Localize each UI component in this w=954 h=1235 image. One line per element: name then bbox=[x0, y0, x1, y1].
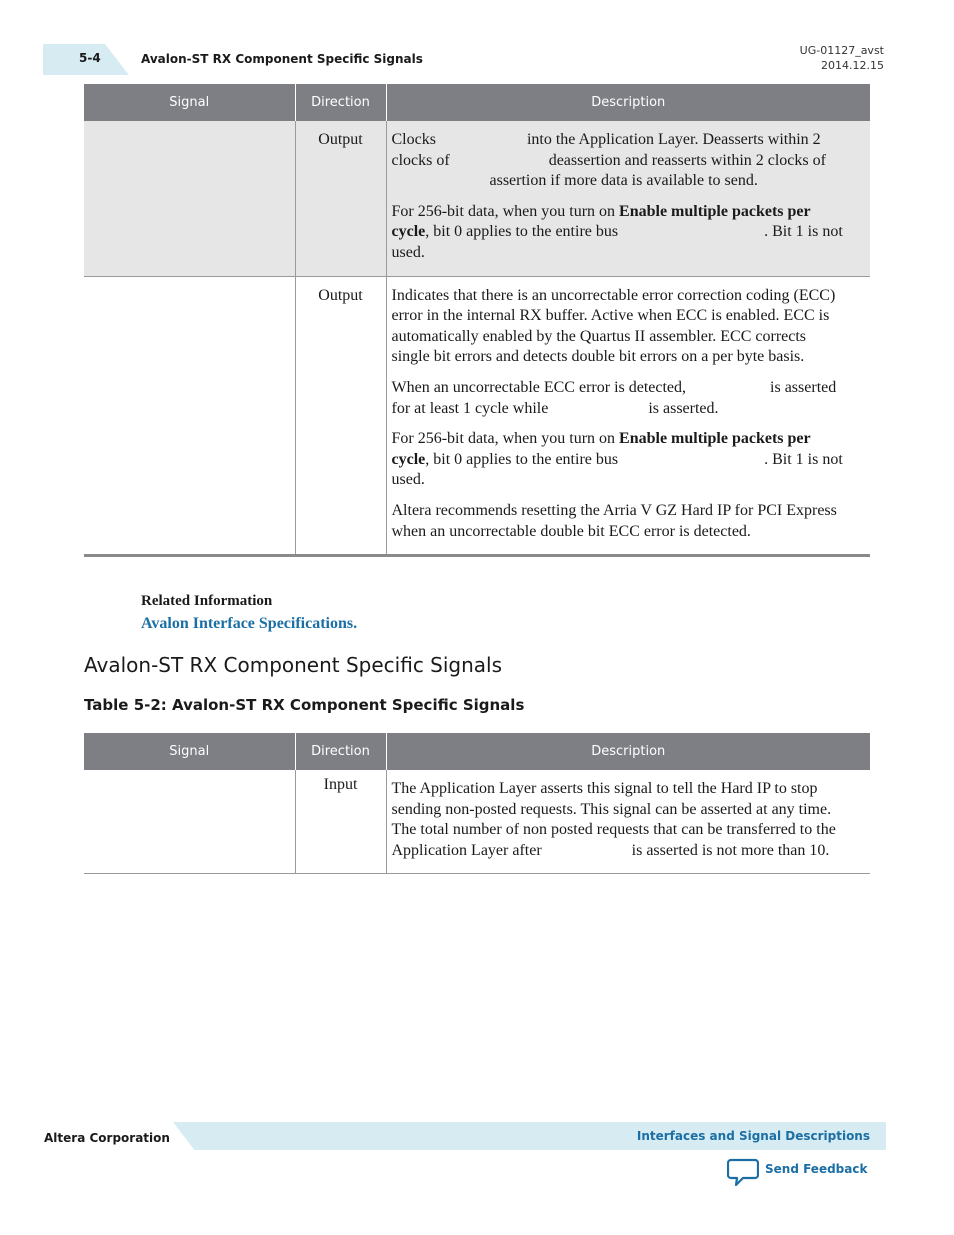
direction-cell: Input bbox=[295, 770, 386, 874]
column-header-signal: Signal bbox=[84, 733, 295, 770]
direction-cell: Output bbox=[295, 121, 386, 276]
description-paragraph: Altera recommends resetting the Arria V GZ Hard IP for PCI Express when an uncorrectable double bit ECC error is detected. bbox=[391, 501, 837, 540]
send-feedback-label: Send Feedback bbox=[765, 1162, 868, 1176]
table-row bbox=[84, 770, 870, 874]
running-section-title: Avalon-ST RX Component Specific Signals bbox=[141, 52, 423, 66]
doc-date: 2014.12.15 bbox=[821, 59, 884, 72]
column-header-direction: Direction bbox=[295, 733, 386, 770]
direction-cell: Output bbox=[295, 276, 386, 556]
description-paragraph: The Application Layer asserts this signal to tell the Hard IP to stop sending non-posted requests. This signal can be asserted at any time. The total number of non posted requests that can be transferred to the Application Layer after is asserted is not more than 10. bbox=[391, 780, 836, 859]
description-cell bbox=[386, 121, 870, 276]
page-number: 5-4 bbox=[79, 51, 101, 65]
column-header-signal: Signal bbox=[84, 84, 295, 121]
table-header-row bbox=[84, 84, 870, 121]
column-header-description: Description bbox=[386, 84, 870, 121]
column-header-direction: Direction bbox=[295, 84, 386, 121]
signal-cell bbox=[84, 276, 295, 556]
description-paragraph: When an uncorrectable ECC error is detected, is asserted for at least 1 cycle while is asserted. bbox=[391, 378, 837, 417]
doc-info bbox=[800, 43, 884, 73]
avalon-interface-spec-link[interactable]: Avalon Interface Specifications. bbox=[141, 615, 358, 632]
description-paragraph: For 256-bit data, when you turn on Enable multiple packets per cycle, bit 0 applies to the entire bus . Bit 1 is not used. bbox=[391, 202, 843, 261]
signal-cell bbox=[84, 121, 295, 276]
table-caption: Table 5-2: Avalon-ST RX Component Specific Signals bbox=[84, 696, 525, 714]
rx-component-signals-table bbox=[84, 733, 870, 874]
description-cell bbox=[386, 276, 870, 556]
description-paragraph: Clocks into the Application Layer. Deasserts within 2 clocks of deassertion and reasserts within 2 clocks ofassertion if more data is available to send. bbox=[391, 131, 826, 190]
description-cell bbox=[386, 770, 870, 874]
signals-table-continued bbox=[84, 84, 870, 557]
section-heading: Avalon-ST RX Component Specific Signals bbox=[84, 653, 503, 677]
speech-bubble-icon bbox=[727, 1158, 759, 1186]
doc-id: UG-01127_avst bbox=[799, 44, 884, 57]
table-row bbox=[84, 276, 870, 556]
signal-cell bbox=[84, 770, 295, 874]
description-paragraph: For 256-bit data, when you turn on Enable multiple packets per cycle, bit 0 applies to the entire bus . Bit 1 is not used. bbox=[391, 430, 843, 489]
table-header-row bbox=[84, 733, 870, 770]
description-paragraph: Indicates that there is an uncorrectable error correction coding (ECC) error in the internal RX buffer. Active when ECC is enabled. ECC is automatically enabled by the Quartus II assembler. ECC corrects single bit errors and detects double bit errors on a per byte basis. bbox=[391, 286, 836, 366]
footer-company: Altera Corporation bbox=[44, 1131, 170, 1145]
footer-chapter-link[interactable]: Interfaces and Signal Descriptions bbox=[636, 1129, 870, 1143]
table-row bbox=[84, 121, 870, 276]
column-header-description: Description bbox=[386, 733, 870, 770]
related-information-label: Related Information bbox=[141, 593, 273, 609]
